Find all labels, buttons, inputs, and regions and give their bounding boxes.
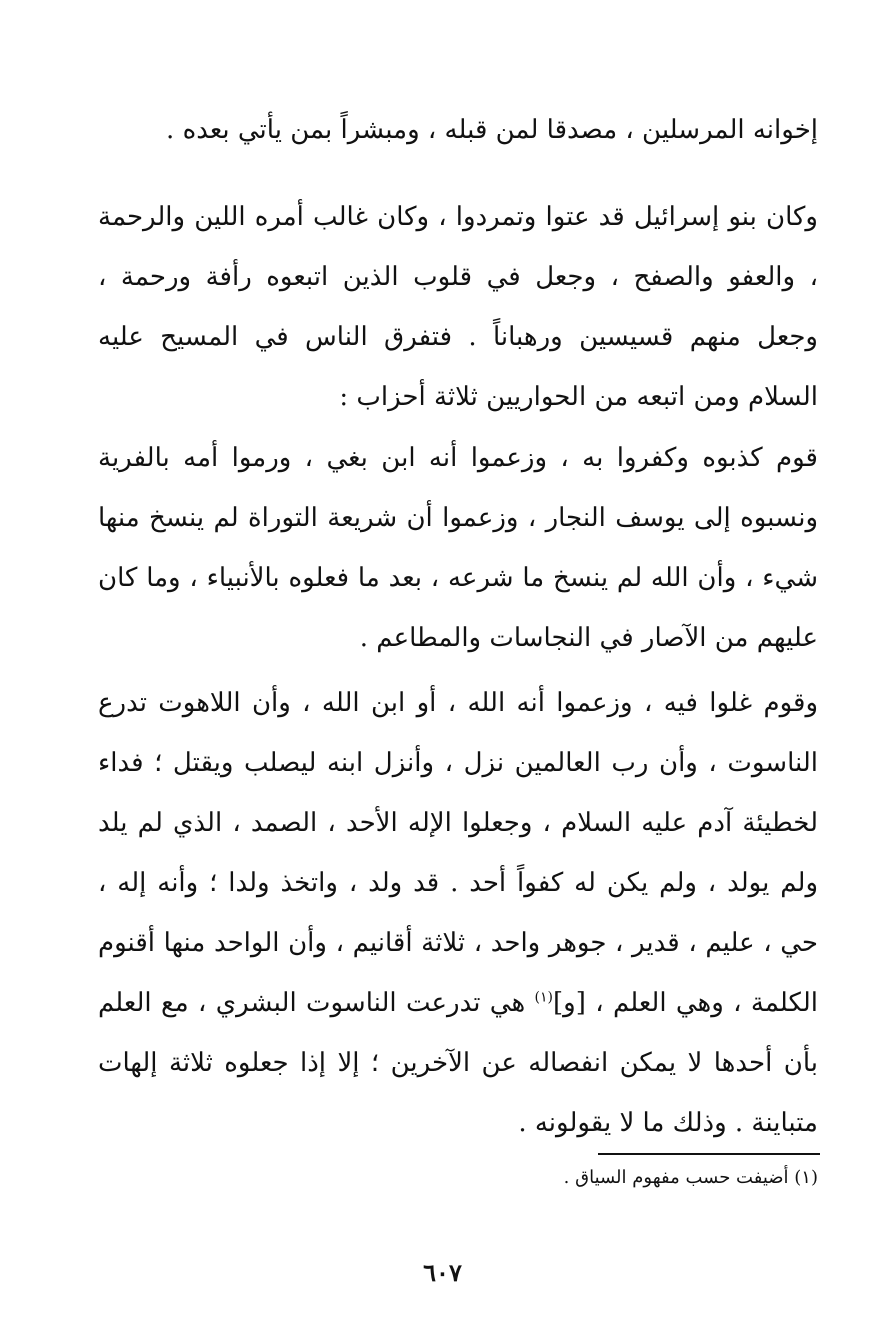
- footnote-divider: [598, 1153, 820, 1155]
- paragraph-1: إخوانه المرسلين ، مصدقا لمن قبله ، ومبشراً بمن يأتي بعده .: [166, 115, 818, 145]
- paragraph-4-text-before-reference: وقوم غلوا فيه ، وزعموا أنه الله ، أو ابن الله ، وأن اللاهوت تدرع الناسوت ، وأن رب العالمين نزل ، وأنزل ابنه ليصلب ويقتل ؛ فداء لخطيئة آدم عليه السلام ، وجعلوا الإله الأحد ، الصمد ، الذي لم يلد ولم يولد ، ولم يكن له كفواً أحد . قد ولد ، واتخذ ولدا ؛ وأنه إله ، حي ، عليم ، قدير ، جوهر واحد ، ثلاثة أقانيم ، وأن الواحد منها أقنوم الكلمة ، وهي العلم ، [و]: [98, 688, 818, 1018]
- paragraph-4: [98, 673, 818, 1153]
- page-number: ٦٠٧: [423, 1258, 462, 1287]
- paragraph-3: قوم كذبوه وكفروا به ، وزعموا أنه ابن بغي ، ورموا أمه بالفرية ونسبوه إلى يوسف النجار ، وزعموا أن شريعة التوراة لم ينسخ منها شيء ، وأن الله لم ينسخ ما شرعه ، بعد ما فعلوه بالأنبياء ، وما كان عليهم من الآصار في النجاسات والمطاعم .: [98, 443, 818, 653]
- paragraph-2: وكان بنو إسرائيل قد عتوا وتمردوا ، وكان غالب أمره اللين والرحمة ، والعفو والصفح ، وجعل في قلوب الذين اتبعوه رأفة ورحمة ، وجعل منهم قسيسين ورهباناً . فتفرق الناس في المسيح عليه السلام ومن اتبعه من الحواريين ثلاثة أحزاب :: [98, 202, 818, 412]
- footnote: (١) أضيفت حسب مفهوم السياق .: [563, 1167, 818, 1188]
- footnote-reference-mark: (١): [534, 989, 554, 1006]
- paragraph-4-text-after-reference: هي تدرعت الناسوت البشري ، مع العلم بأن أحدها لا يمكن انفصاله عن الآخرين ؛ إلا إذا جعلوه ثلاثة إلهات متباينة . وذلك ما لا يقولونه .: [98, 988, 818, 1138]
